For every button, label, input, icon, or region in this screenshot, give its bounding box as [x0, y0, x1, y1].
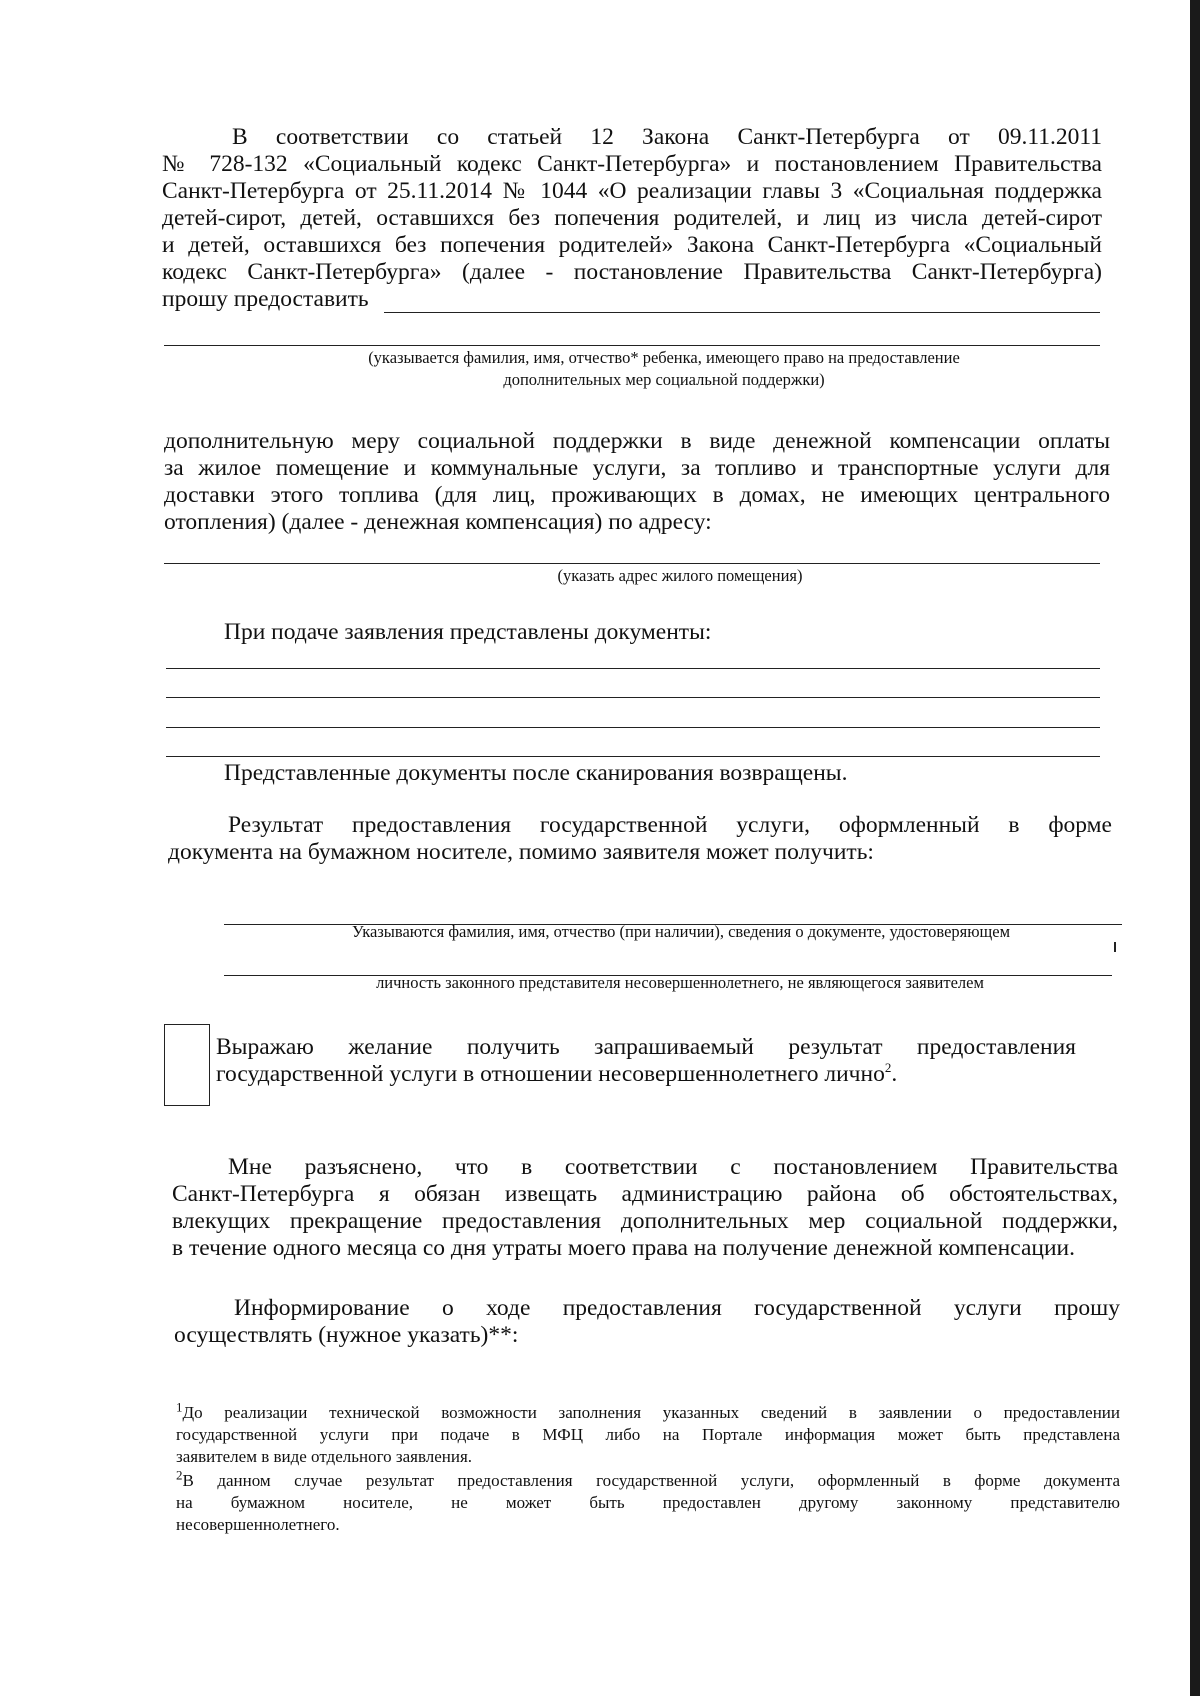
representative-caption-line: личность законного представителя несовершеннолетнего, не являющегося заявителем [376, 973, 984, 992]
wish-paragraph [216, 1034, 1076, 1088]
scan-edge-shadow [1190, 0, 1200, 1696]
footnote-line: несовершеннолетнего. [176, 1515, 340, 1534]
explained-line: Санкт-Петербурга я обязан извещать администрацию района об обстоятельствах, [172, 1181, 1118, 1207]
documents-line-4[interactable] [166, 756, 1100, 757]
intro-line: В соответствии со статьей 12 Закона Санкт-Петербурга от 09.11.2011 [232, 124, 1102, 150]
measure-line: доставки этого топлива (для лиц, проживающих в домах, не имеющих центрального [164, 482, 1110, 508]
personal-receipt-checkbox[interactable] [164, 1024, 210, 1106]
address-caption: (указать адрес жилого помещения) [557, 566, 803, 585]
footnote-line: $^2$В данном случае результат предоставления государственной услуги, оформленный в форме документа [176, 1467, 1120, 1490]
footnote-line: $^1$До реализации технической возможности заполнения указанных сведений в заявлении о предоставлении [176, 1399, 1120, 1422]
footnote-line: на бумажном носителе, не может быть предоставлен другому законному представителю [176, 1493, 1120, 1512]
footnote-1 [176, 1399, 1120, 1468]
footnote-line: заявителем в виде отдельного заявления. [176, 1447, 473, 1466]
inform-line: осуществлять (нужное указать)**: [174, 1322, 519, 1348]
explained-line: Мне разъяснено, что в соответствии с постановлением Правительства [228, 1154, 1118, 1180]
child-caption [284, 347, 1044, 391]
child-caption-line: (указывается фамилия, имя, отчество* ребенка, имеющего право на предоставление [368, 348, 960, 367]
intro-line: детей-сирот, детей, оставшихся без попечения родителей, и лиц из числа детей-сирот [162, 205, 1102, 231]
margin-mark [1114, 942, 1116, 952]
explained-line: в течение одного месяца со дня утраты моего права на получение денежной компенсации. [172, 1235, 1076, 1261]
child-name-line-2[interactable] [164, 345, 1100, 346]
intro-line: Санкт-Петербурга от 25.11.2014 № 1044 «О реализации главы 3 «Социальная поддержка [162, 178, 1102, 204]
measure-line: отопления) (далее - денежная компенсация) по адресу: [164, 509, 712, 535]
measure-paragraph [164, 428, 1110, 536]
child-name-line-1[interactable] [384, 312, 1100, 313]
explained-line: влекущих прекращение предоставления дополнительных мер социальной поддержки, [172, 1208, 1118, 1234]
documents-line-1[interactable] [166, 668, 1100, 669]
result-line: документа на бумажном носителе, помимо заявителя может получить: [168, 839, 874, 865]
wish-line: государственной услуги в отношении несовершеннолетнего лично$^2$. [216, 1060, 898, 1087]
documents-line-2[interactable] [166, 697, 1100, 698]
wish-line: Выражаю желание получить запрашиваемый результат предоставления [216, 1034, 1076, 1060]
footnote-line: государственной услуги при подаче в МФЦ либо на Портале информация может быть представлена [176, 1425, 1120, 1444]
inform-paragraph [174, 1295, 1120, 1349]
measure-line: дополнительную меру социальной поддержки в виде денежной компенсации оплаты [164, 428, 1110, 454]
result-line: Результат предоставления государственной услуги, оформленный в форме [228, 812, 1112, 838]
scanned-note: Представленные документы после сканирования возвращены. [224, 760, 848, 786]
address-line[interactable] [164, 563, 1100, 564]
documents-line-3[interactable] [166, 727, 1100, 728]
intro-paragraph [162, 124, 1102, 313]
inform-line: Информирование о ходе предоставления государственной услуги прошу [234, 1295, 1120, 1321]
measure-line: за жилое помещение и коммунальные услуги, за топливо и транспортные услуги для [164, 455, 1110, 481]
footnote-ref: 2 [884, 1060, 892, 1076]
intro-line: № 728-132 «Социальный кодекс Санкт-Петербурга» и постановлением Правительства [162, 151, 1102, 177]
explained-paragraph [172, 1154, 1118, 1262]
representative-caption-line: Указываются фамилия, имя, отчество (при наличии), сведения о документе, удостоверяющем [351, 922, 1011, 941]
child-caption-line: дополнительных мер социальной поддержки) [503, 370, 825, 389]
intro-line: и детей, оставшихся без попечения родителей» Закона Санкт-Петербурга «Социальный [162, 232, 1102, 258]
footnote-2 [176, 1467, 1120, 1536]
documents-heading: При подаче заявления представлены документы: [224, 619, 712, 645]
result-paragraph [168, 812, 1112, 866]
intro-line: кодекс Санкт-Петербурга» (далее - постановление Правительства Санкт-Петербурга) [162, 259, 1102, 285]
intro-line: прошу предоставить [162, 286, 369, 312]
